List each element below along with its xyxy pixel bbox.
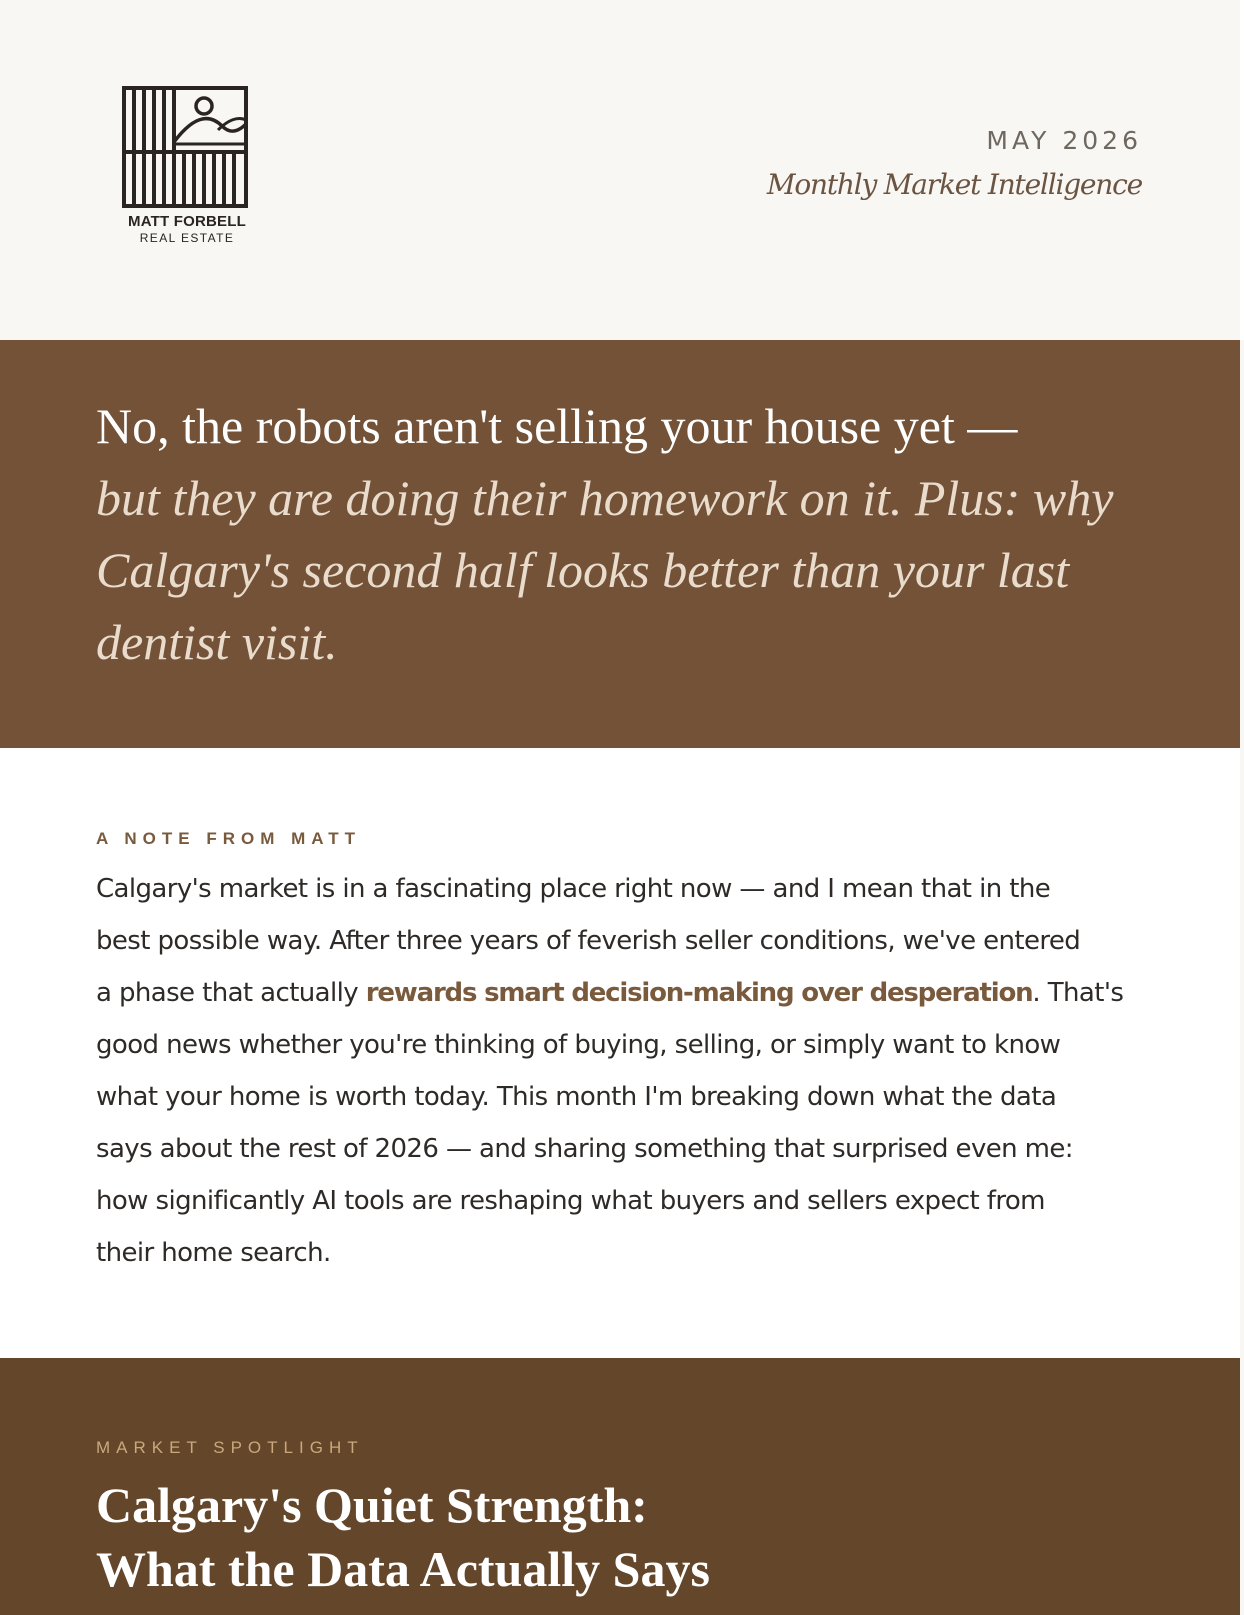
brand-logo[interactable] — [117, 86, 257, 245]
market-spotlight — [0, 1358, 1240, 1615]
note-paragraph-line: good news whether you're thinking of buying, selling, or simply want to know — [96, 1030, 1061, 1060]
note-text: . That's — [1032, 978, 1124, 1008]
note-paragraph-line: their home search. — [96, 1238, 331, 1268]
note-from-matt — [0, 748, 1240, 1358]
issue-date: MAY 2026 — [986, 126, 1142, 155]
note-highlight: rewards smart decision-making over desperation — [365, 978, 1033, 1008]
issue-tagline: Monthly Market Intelligence — [766, 168, 1142, 201]
note-paragraph-line — [96, 978, 1123, 1008]
section-eyebrow: MARKET SPOTLIGHT — [96, 1438, 364, 1457]
note-paragraph-line: best possible way. After three years of feverish seller conditions, we've entered — [96, 926, 1081, 956]
hero-subheadline-line-1: but they are doing their homework on it. Plus: why — [96, 470, 1114, 526]
building-landscape-icon — [122, 86, 252, 211]
page-edge — [1240, 340, 1244, 1615]
hero-banner — [0, 340, 1240, 748]
note-paragraph-line: how significantly AI tools are reshaping what buyers and sellers expect from — [96, 1186, 1045, 1216]
hero-subheadline-line-2: Calgary's second half looks better than your last — [96, 542, 1070, 598]
hero-subheadline-line-3: dentist visit. — [96, 614, 338, 670]
note-paragraph-line: says about the rest of 2026 — and sharing something that surprised even me: — [96, 1134, 1073, 1164]
hero-headline: No, the robots aren't selling your house yet — — [96, 398, 1018, 454]
spotlight-title-line-1: Calgary's Quiet Strength: — [96, 1477, 648, 1533]
logo-subtitle: REAL ESTATE — [139, 231, 235, 245]
note-paragraph-line: what your home is worth today. This month I'm breaking down what the data — [96, 1082, 1057, 1112]
section-eyebrow: A NOTE FROM MATT — [96, 829, 362, 848]
spotlight-title-line-2: What the Data Actually Says — [96, 1541, 710, 1597]
newsletter-header — [0, 0, 1240, 340]
logo-name: MATT FORBELL — [128, 213, 246, 230]
note-paragraph-line: Calgary's market is in a fascinating place right now — and I mean that in the — [96, 874, 1051, 904]
note-text: a phase that actually — [96, 978, 366, 1008]
